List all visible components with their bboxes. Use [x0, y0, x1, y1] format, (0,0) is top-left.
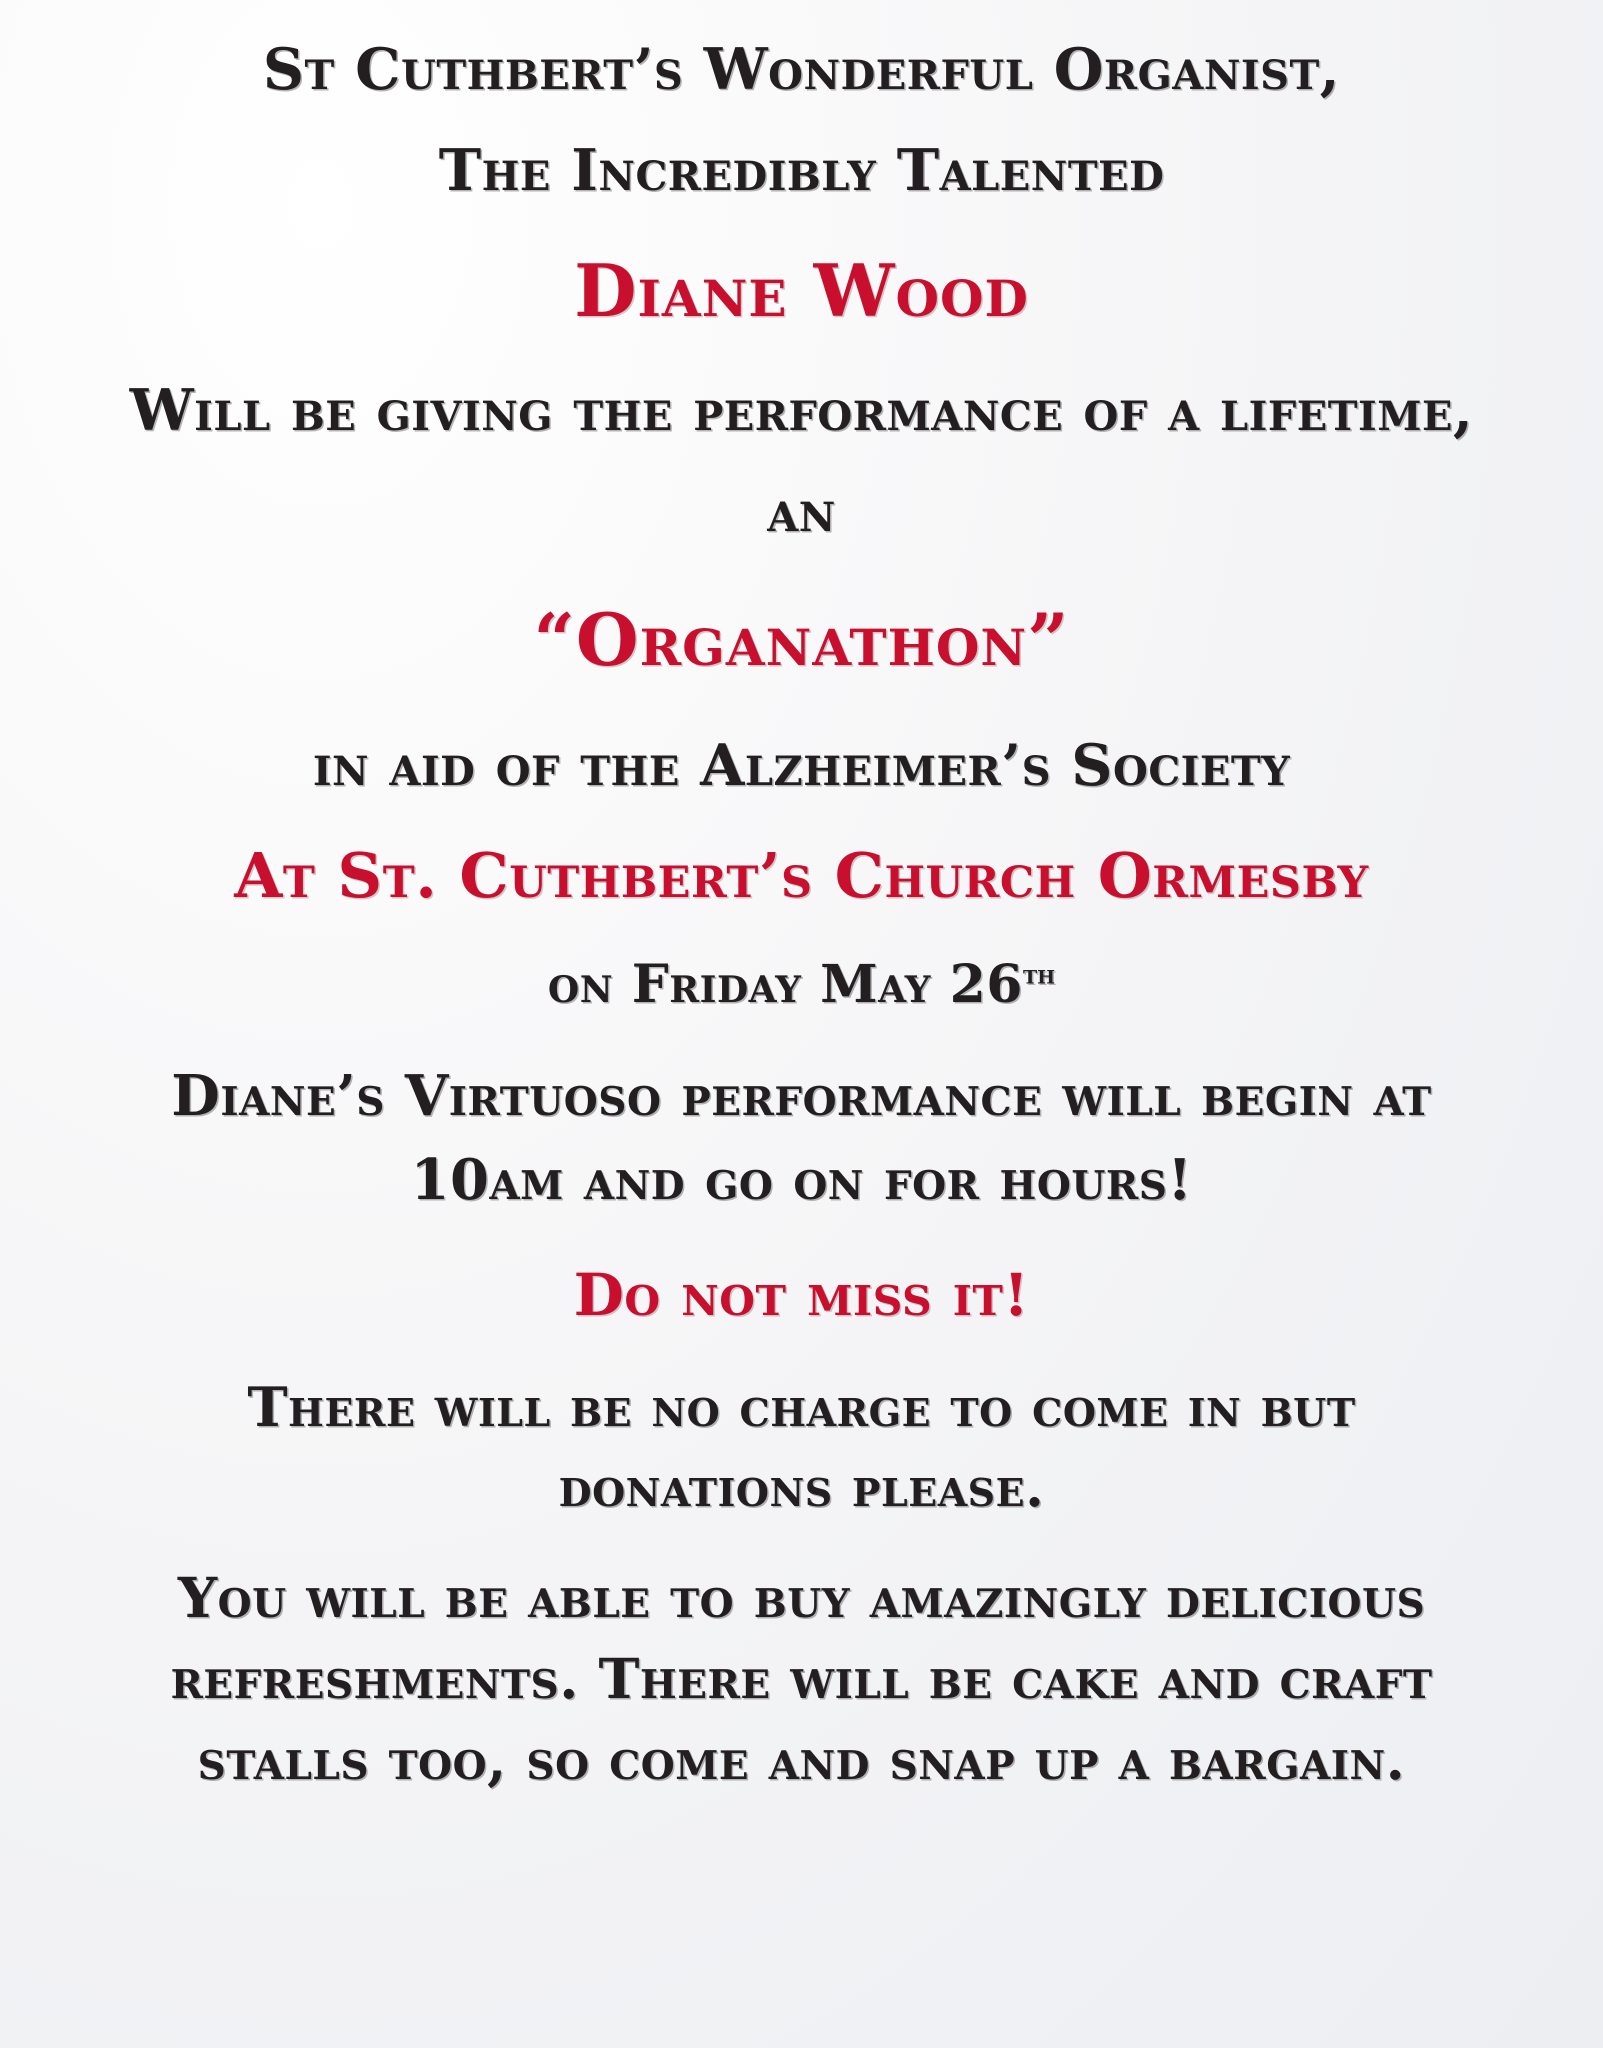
charity-line: in aid of the Alzheimer’s Society: [312, 732, 1291, 799]
call-to-action: Do not miss it!: [573, 1261, 1030, 1329]
poster-line-4: Will be giving the performance of a lifetime,: [129, 377, 1474, 444]
poster-line-17: stalls too, so come and snap up a bargain.: [197, 1727, 1406, 1792]
date-line: [40, 954, 1563, 1015]
event-title: “Organathon”: [533, 597, 1070, 682]
poster-line-1: St Cuthbert’s Wonderful Organist,: [262, 36, 1341, 103]
poster-line-13: There will be no charge to come in but: [247, 1375, 1356, 1439]
poster-line-15: You will be able to buy amazingly delicious: [177, 1565, 1426, 1630]
poster-line-2: The Incredibly Talented: [438, 137, 1165, 204]
poster-line-10: Diane’s Virtuoso performance will begin at: [171, 1063, 1432, 1129]
date-text: on Friday May 26: [547, 954, 1023, 1015]
performer-name: Diane Wood: [574, 248, 1029, 333]
date-ordinal-suffix: th: [1022, 959, 1056, 991]
venue-line: At St. Cuthbert’s Church Ormesby: [234, 839, 1369, 912]
donations-line: donations please.: [558, 1455, 1045, 1519]
poster-line-16: refreshments. There will be cake and craft: [170, 1646, 1433, 1711]
start-time-line: 10am and go on for hours!: [410, 1147, 1193, 1213]
poster-line-5: an: [767, 478, 836, 545]
